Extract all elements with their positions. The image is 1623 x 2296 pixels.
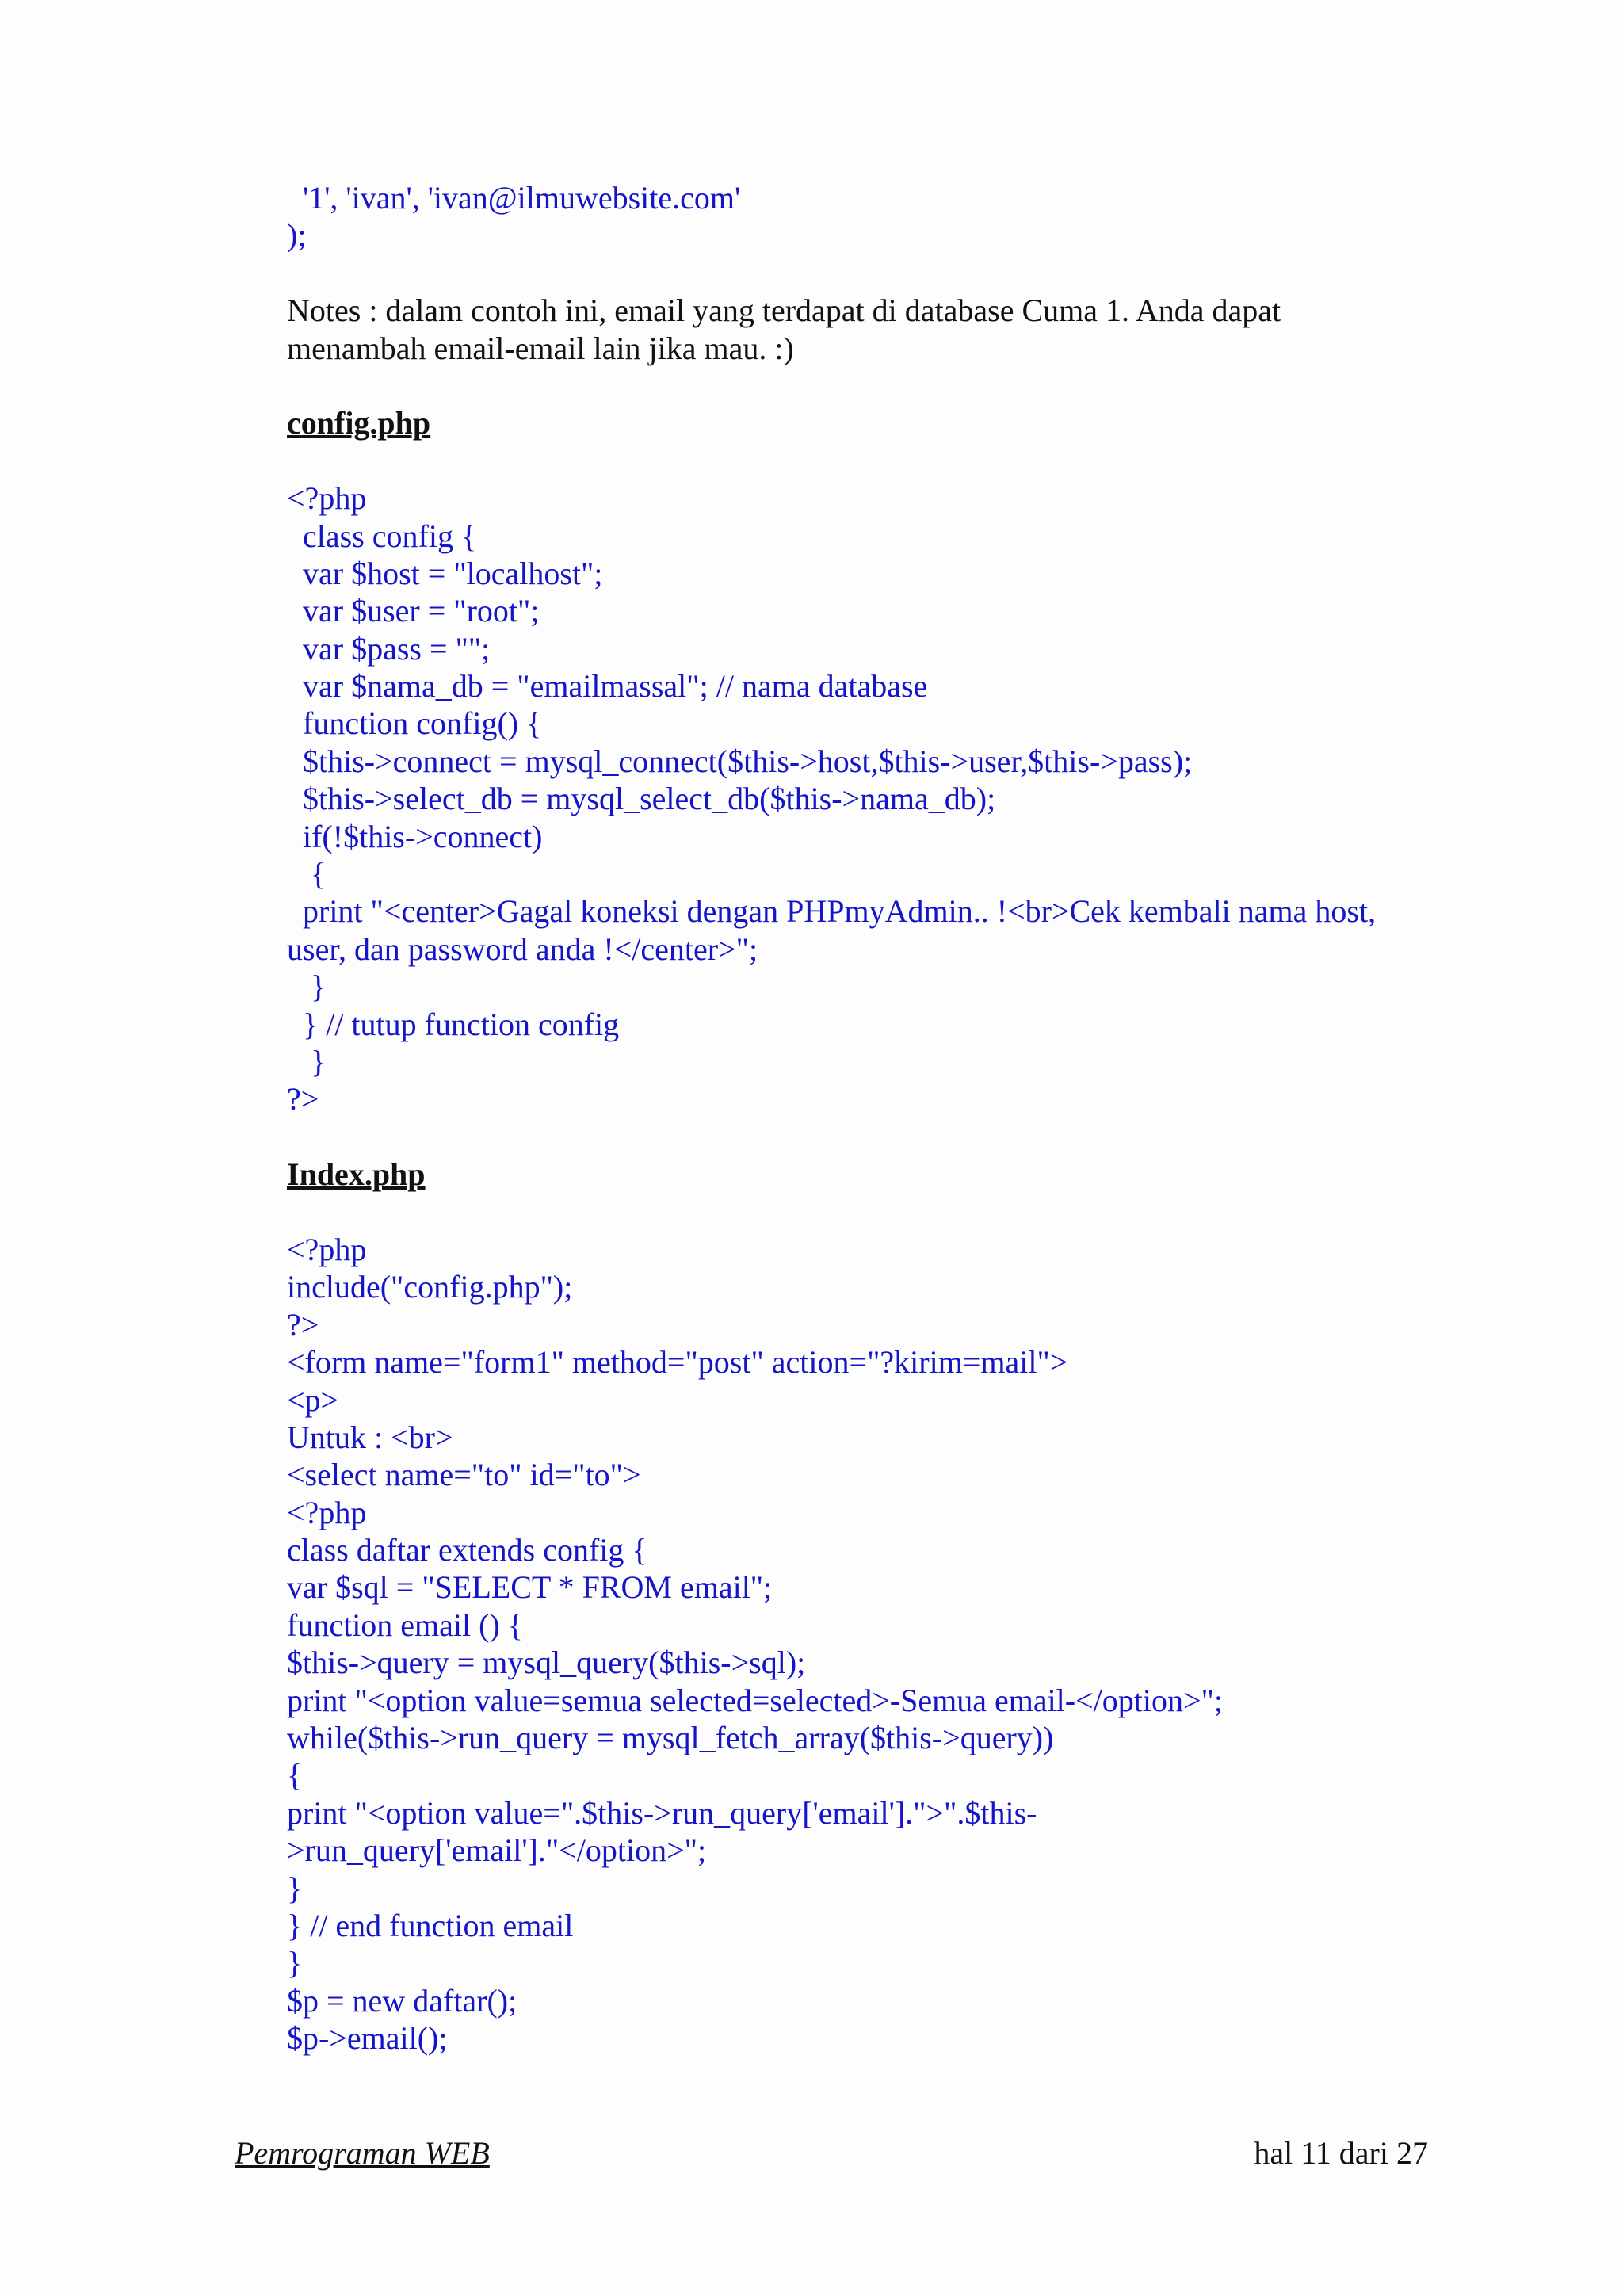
code-line: }	[287, 1043, 327, 1079]
code-line: var $pass = "";	[287, 630, 491, 667]
code-line: <?php	[287, 1494, 367, 1530]
code-line: }	[287, 1945, 303, 1981]
code-line: if(!$this->connect)	[287, 818, 543, 854]
index-heading: Index.php	[287, 1156, 426, 1193]
code-line: function email () {	[287, 1606, 523, 1643]
code-line: }	[287, 1870, 303, 1906]
code-line: <?php	[287, 1231, 367, 1267]
code-line: var $host = "localhost";	[287, 555, 603, 591]
code-line: class config {	[287, 518, 477, 554]
code-line: include("config.php");	[287, 1269, 573, 1305]
notes-line: Notes : dalam contoh ini, email yang terdapat di database Cuma 1. Anda dapat	[287, 292, 1281, 329]
intro-code-block	[287, 179, 1428, 254]
code-line: } // tutup function config	[287, 1006, 620, 1042]
code-line: <form name="form1" method="post" action="?kirim=mail">	[287, 1344, 1068, 1381]
code-line: <?php	[287, 480, 367, 517]
config-code-block	[287, 479, 1428, 1118]
code-line: '1', 'ivan', 'ivan@ilmuwebsite.com'	[287, 180, 741, 216]
code-line: var $sql = "SELECT * FROM email";	[287, 1569, 773, 1606]
notes-paragraph	[287, 292, 1428, 367]
config-heading: config.php	[287, 405, 431, 441]
code-line: {	[287, 856, 327, 892]
code-line: <p>	[287, 1381, 339, 1418]
page-number: hal 11 dari 27	[1254, 2135, 1428, 2171]
code-line: >run_query['email']."</option>";	[287, 1832, 707, 1869]
code-line: } // end function email	[287, 1907, 574, 1943]
code-line: $this->connect = mysql_connect($this->host,$this->user,$this->pass);	[287, 743, 1193, 779]
code-line: );	[287, 217, 307, 254]
code-line: $p->email();	[287, 2020, 448, 2057]
code-line: print "<option value=".$this->run_query['email'].">".$this-	[287, 1794, 1037, 1831]
code-line: }	[287, 968, 327, 1005]
code-line: user, dan password anda !</center>";	[287, 930, 758, 967]
code-line: ?>	[287, 1081, 319, 1117]
code-line: while($this->run_query = mysql_fetch_array($this->query))	[287, 1720, 1054, 1756]
code-line: var $nama_db = "emailmassal"; // nama database	[287, 668, 928, 705]
code-line: ?>	[287, 1306, 319, 1343]
notes-line: menambah email-email lain jika mau. :)	[287, 330, 794, 366]
index-code-block	[287, 1231, 1428, 2057]
code-line: $this->select_db = mysql_select_db($this->nama_db);	[287, 781, 996, 817]
code-line: print "<option value=semua selected=selected>-Semua email-</option>";	[287, 1682, 1224, 1718]
code-line: var $user = "root";	[287, 593, 540, 629]
code-line: function config() {	[287, 705, 542, 742]
code-line: class daftar extends config {	[287, 1532, 647, 1568]
footer-title: Pemrograman WEB	[235, 2135, 490, 2171]
code-line: print "<center>Gagal koneksi dengan PHPmyAdmin.. !<br>Cek kembali nama host,	[287, 893, 1377, 930]
code-line: Untuk : <br>	[287, 1419, 453, 1455]
code-line: <select name="to" id="to">	[287, 1457, 641, 1493]
code-line: $this->query = mysql_query($this->sql);	[287, 1645, 806, 1681]
page-footer	[235, 2134, 1428, 2173]
code-line: $p = new daftar();	[287, 1982, 517, 2019]
page-content	[287, 179, 1428, 2057]
code-line: {	[287, 1757, 303, 1794]
